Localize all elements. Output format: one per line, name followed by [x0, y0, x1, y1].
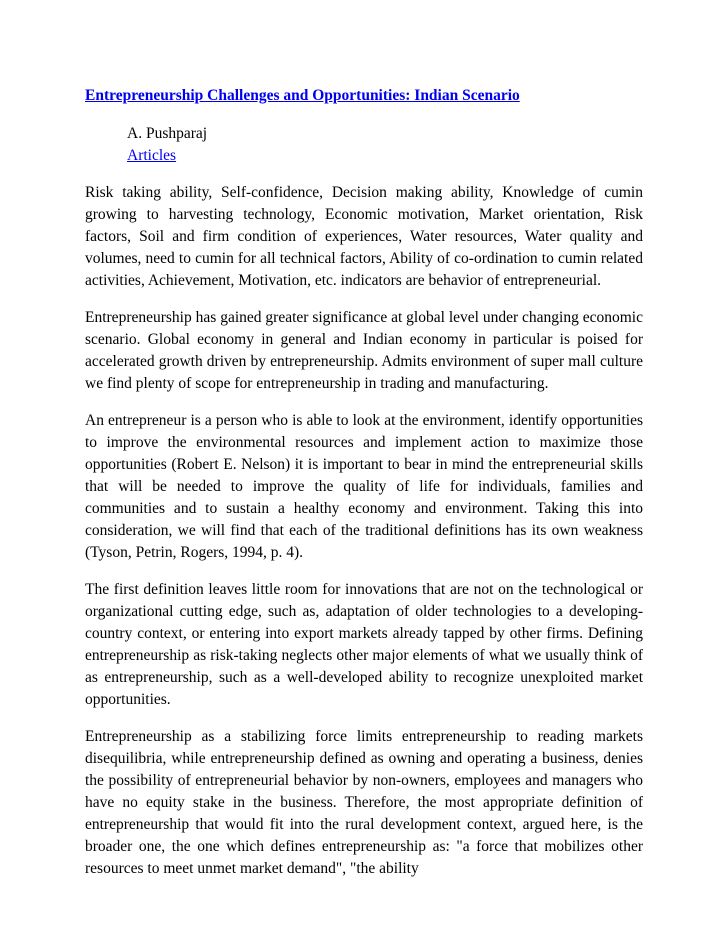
category-link[interactable]: Articles	[127, 147, 177, 164]
document-page	[85, 84, 643, 880]
article-meta	[127, 123, 643, 167]
paragraph: Entrepreneurship as a stabilizing force limits entrepreneurship to reading markets disequilibria, while entrepreneurship defined as owning and operating a business, denies the possibility of entrepreneurial behavior by non-owners, employees and managers who have no equity stake in the business. Therefore, the most appropriate definition of entrepreneurship that would fit into the rural development context, argued here, is the broader one, the one which defines entrepreneurship as: "a force that mobilizes other resources to meet unmet market demand", "the ability	[85, 728, 643, 877]
paragraph: Entrepreneurship has gained greater significance at global level under changing economic scenario. Global economy in general and Indian economy in particular is poised for accelerated growth driven by entrepreneurship. Admits environment of super mall culture we find plenty of scope for entrepreneurship in trading and manufacturing.	[85, 309, 643, 392]
author-name: A. Pushparaj	[127, 125, 208, 142]
article-body	[85, 182, 643, 880]
paragraph: An entrepreneur is a person who is able to look at the environment, identify opportunities to improve the environmental resources and implement action to maximize those opportunities (Robert E. Nelson) it is important to bear in mind the entrepreneurial skills that will be needed to improve the quality of life for individuals, families and communities and to sustain a healthy economy and environment. Taking this into consideration, we will find that each of the traditional definitions has its own weakness (Tyson, Petrin, Rogers, 1994, p. 4).	[85, 412, 643, 561]
article-title-link[interactable]: Entrepreneurship Challenges and Opportunities: Indian Scenario	[85, 87, 520, 104]
paragraph: The first definition leaves little room for innovations that are not on the technological or organizational cutting edge, such as, adaptation of older technologies to a developing-country context, or entering into export markets already tapped by other firms. Defining entrepreneurship as risk-taking neglects other major elements of what we usually think of as entrepreneurship, such as a well-developed ability to recognize unexploited market opportunities.	[85, 581, 643, 708]
paragraph: Risk taking ability, Self-confidence, Decision making ability, Knowledge of cumin growing to harvesting technology, Economic motivation, Market orientation, Risk factors, Soil and firm condition of experiences, Water resources, Water quality and volumes, need to cumin for all technical factors, Ability of co-ordination to cumin related activities, Achievement, Motivation, etc. indicators are behavior of entrepreneurial.	[85, 184, 643, 289]
